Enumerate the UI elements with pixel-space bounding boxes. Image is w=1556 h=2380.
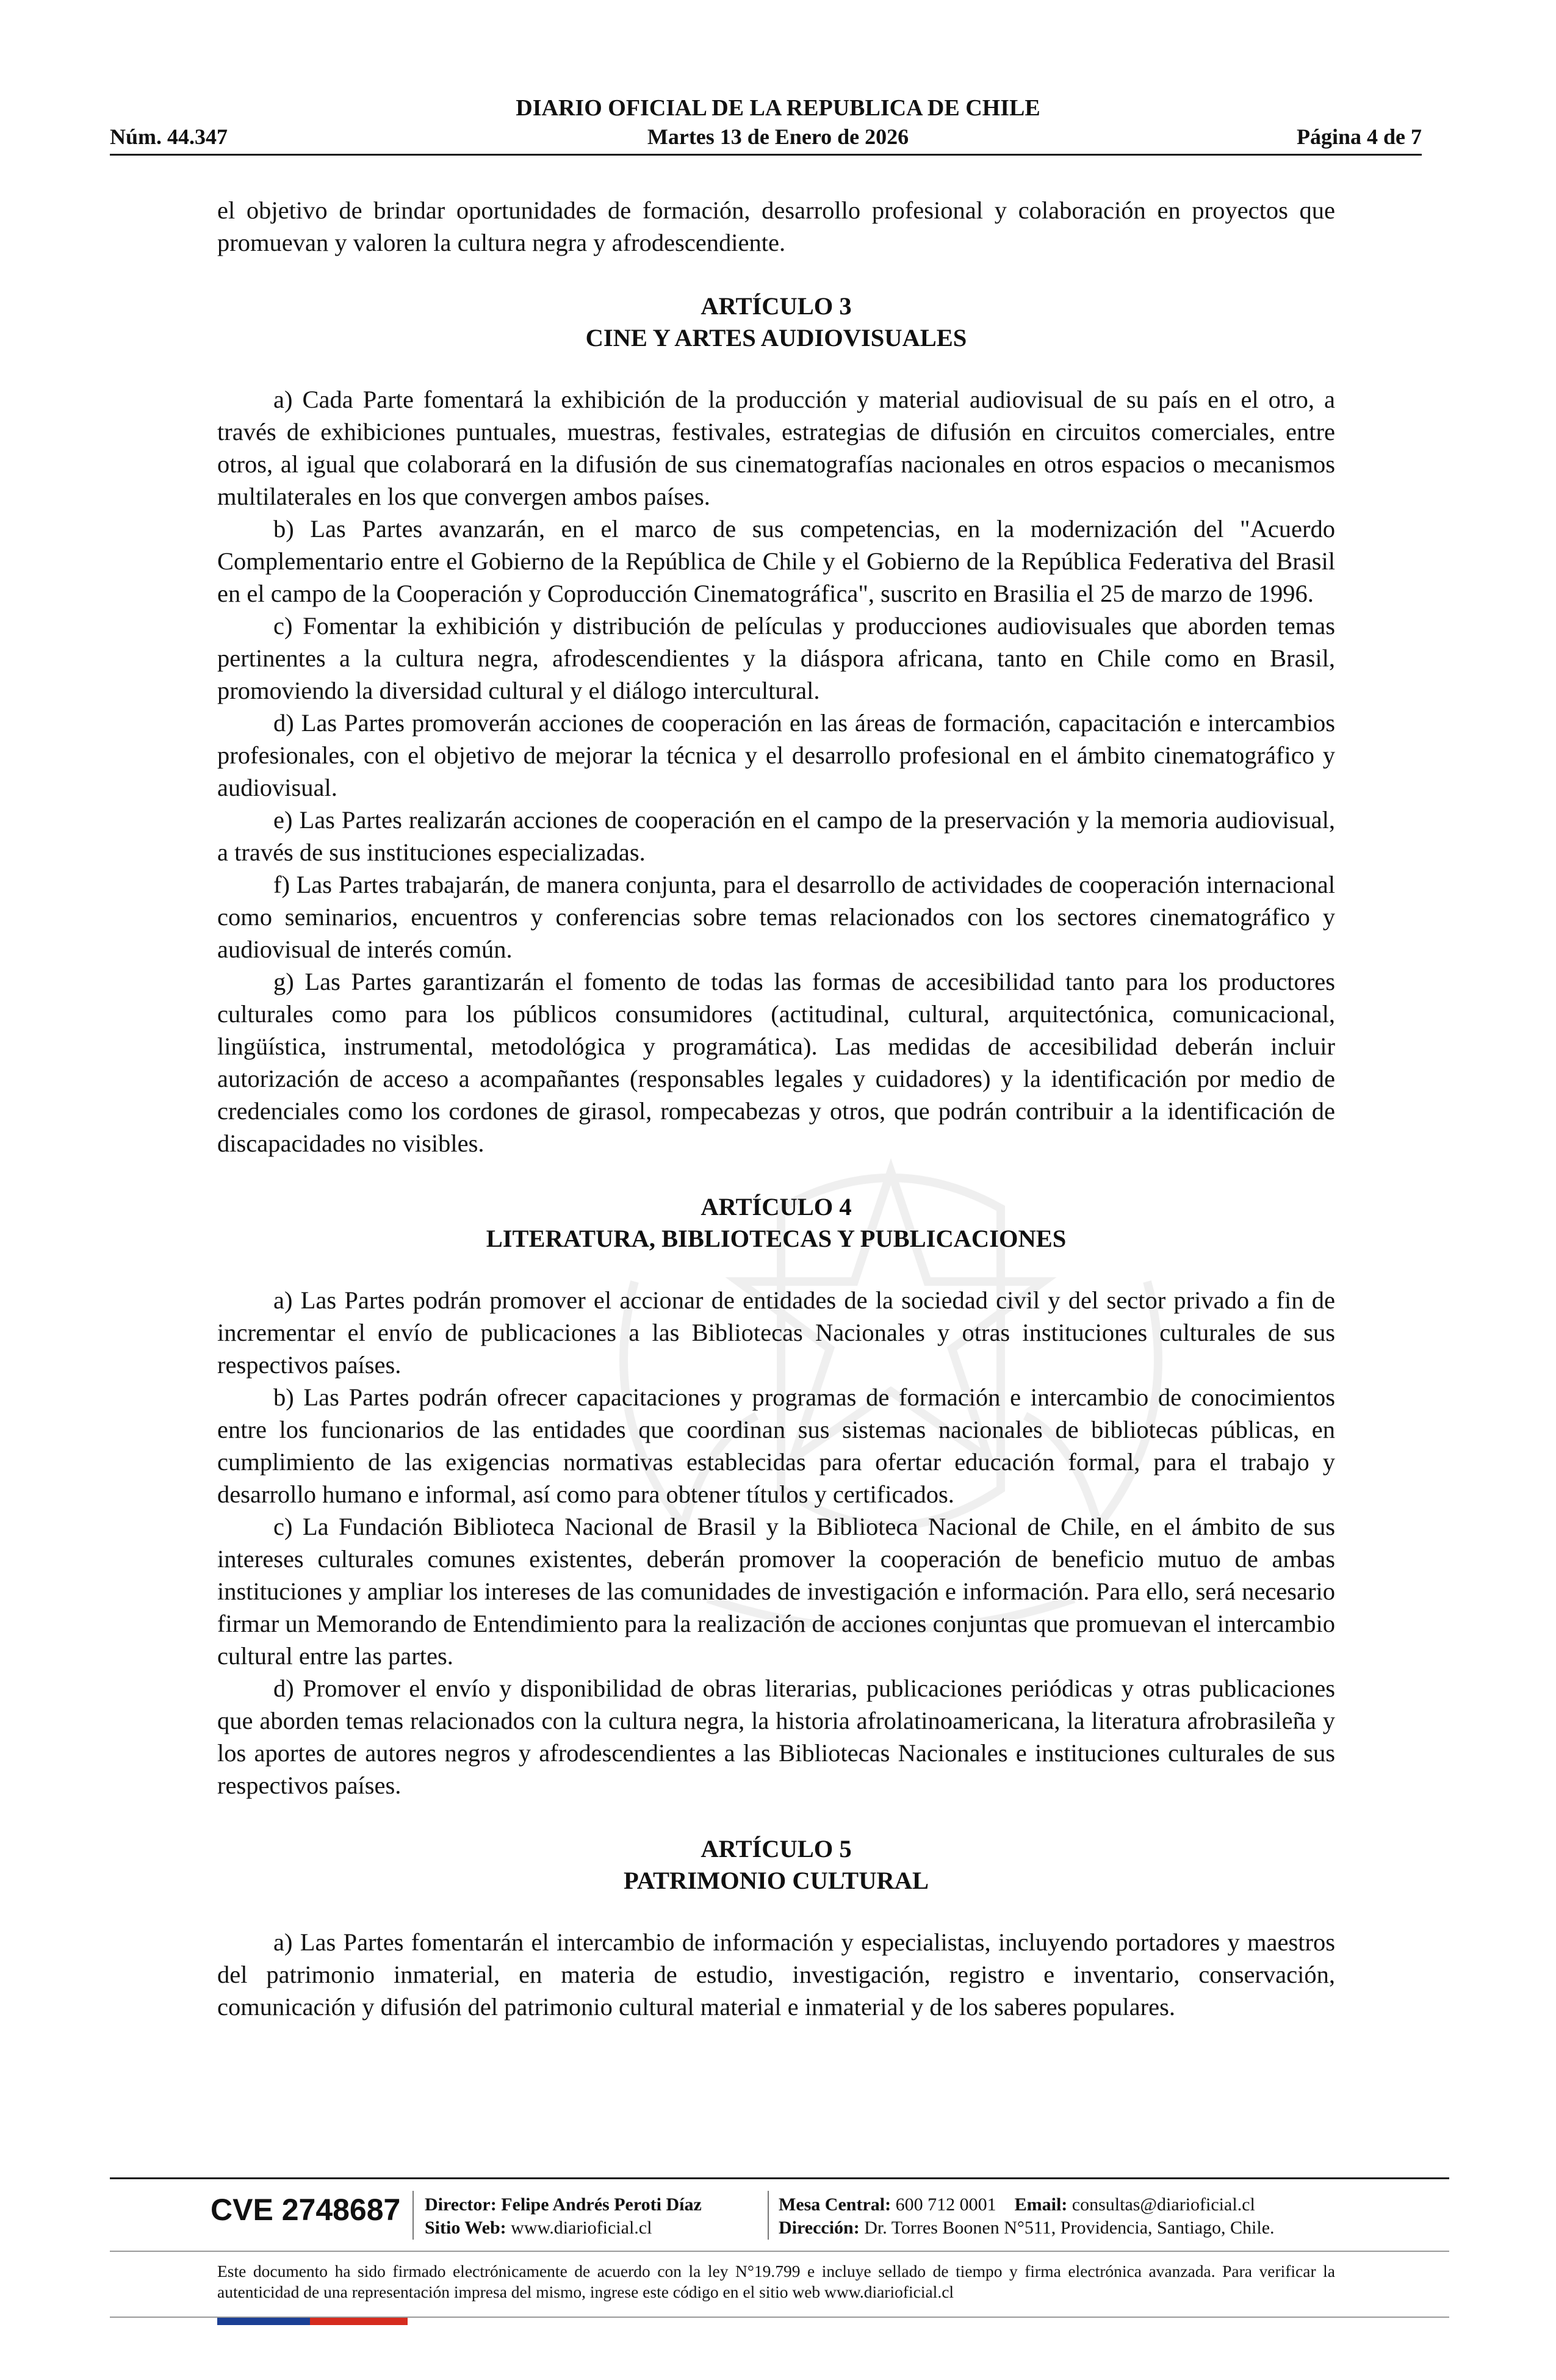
director-name: Felipe Andrés Peroti Díaz	[501, 2194, 702, 2215]
website-link[interactable]: www.diarioficial.cl	[511, 2218, 652, 2238]
gazette-title: DIARIO OFICIAL DE LA REPUBLICA DE CHILE	[516, 95, 1040, 121]
address-label: Dirección:	[779, 2218, 860, 2238]
article-5-paragraph-a: a) Las Partes fomentarán el intercambio de información y especialistas, incluyendo portadores y maestros del patrimonio inmaterial, en materia de estudio, investigación, registro e inventario, conservación, comunicación y difusión del patrimonio cultural material e inmaterial y de los saberes populares.	[217, 1928, 1335, 2021]
issue-number: Núm. 44.347	[110, 124, 228, 149]
director-label: Director:	[425, 2194, 497, 2215]
article-4-paragraph-c: c) La Fundación Biblioteca Nacional de Brasil y la Biblioteca Nacional de Chile, en el ámbito de sus intereses culturales comunes existentes, deberán promover la cooperación de beneficio mutuo de ambas instituciones y ampliar los intereses de las comunidades de investigación e información. Para ello, será necesario firmar un Memorando de Entendimiento para la realización de acciones conjuntas que promuevan el intercambio cultural entre las partes.	[217, 1513, 1335, 1670]
article-title: LITERATURA, BIBLIOTECAS Y PUBLICACIONES	[486, 1225, 1067, 1252]
header-divider	[110, 154, 1422, 156]
article-3-heading	[217, 290, 1335, 354]
article-5-heading	[217, 1833, 1335, 1897]
article-number: ARTÍCULO 3	[701, 292, 852, 320]
footer-column-separator	[768, 2191, 769, 2240]
article-3-paragraph-f: f) Las Partes trabajarán, de manera conjunta, para el desarrollo de actividades de cooperación internacional como seminarios, encuentros y conferencias sobre temas relacionados con los sectores cinematográfico y audiovisual de interés común.	[217, 871, 1335, 963]
footer-contact-block	[779, 2193, 1275, 2240]
article-3-paragraph-d: d) Las Partes promoverán acciones de cooperación en las áreas de formación, capacitación e intercambios profesionales, con el objetivo de mejorar la técnica y el desarrollo profesional en el ámbito cinematográfico y audiovisual.	[217, 709, 1335, 801]
article-3-paragraph-c: c) Fomentar la exhibición y distribución de películas y producciones audiovisuales que aborden temas pertinentes a la cultura negra, afrodescendientes y la diáspora africana, tanto en Chile como en Brasil, promoviendo la diversidad cultural y el diálogo intercultural.	[217, 612, 1335, 704]
phone-number: 600 712 0001	[895, 2194, 996, 2215]
article-3-paragraph-g: g) Las Partes garantizarán el fomento de todas las formas de accesibilidad tanto para los productores culturales como para los públicos consumidores (actitudinal, cultural, arquitectónica, comunicacional, lingüística, instrumental, metodológica y programática). Las medidas de accesibilidad deberán incluir autorización de acceso a acompañantes (responsables legales y cuidadores) y la identificación por medio de credenciales como los cordones de girasol, rompecabezas y otros, que podrán contribuir a la identificación de discapacidades no visibles.	[217, 968, 1335, 1157]
article-4-paragraph-d: d) Promover el envío y disponibilidad de obras literarias, publicaciones periódicas y otras publicaciones que aborden temas relacionados con la cultura negra, la historia afrolatinoamericana, la literatura afrobrasileña y los aportes de autores negros y afrodescendientes a las Bibliotecas Nacionales e instituciones culturales de sus respectivos países.	[217, 1675, 1335, 1799]
phone-label: Mesa Central:	[779, 2194, 891, 2215]
footer-divider-middle	[110, 2251, 1449, 2252]
legal-notice: Este documento ha sido firmado electrónicamente de acuerdo con la ley N°19.799 e incluye sellado de tiempo y firma electrónica avanzada. Para verificar la autenticidad de una representación impresa del mismo, ingrese este código en el sitio web www.diarioficial.cl	[217, 2262, 1335, 2301]
footer-director-block	[425, 2193, 702, 2240]
email-label: Email:	[1014, 2194, 1068, 2215]
cve-code: CVE 2748687	[211, 2193, 401, 2227]
article-4-paragraph-a: a) Las Partes podrán promover el accionar de entidades de la sociedad civil y del sector privado a fin de incrementar el envío de publicaciones a las Bibliotecas Nacionales y otras instituciones culturales de sus respectivos países.	[217, 1286, 1335, 1379]
page-indicator: Página 4 de 7	[1296, 124, 1422, 149]
article-3-paragraph-a: a) Cada Parte fomentará la exhibición de la producción y material audiovisual de su país en el otro, a través de exhibiciones puntuales, muestras, festivales, estrategias de difusión en circuitos comerciales, entre otros, al igual que colaborará en la difusión de sus cinematografías nacionales en otros espacios o mecanismos multilaterales en los que convergen ambos países.	[217, 386, 1335, 510]
document-body	[217, 194, 1335, 2023]
footer-column-separator	[412, 2191, 414, 2240]
article-title: PATRIMONIO CULTURAL	[624, 1867, 929, 1894]
intro-paragraph: el objetivo de brindar oportunidades de formación, desarrollo profesional y colaboración en proyectos que promuevan y valoren la cultura negra y afrodescendiente.	[217, 197, 1335, 256]
article-4-heading	[217, 1191, 1335, 1255]
article-3-paragraph-e: e) Las Partes realizarán acciones de cooperación en el campo de la preservación y la memoria audiovisual, a través de sus instituciones especializadas.	[217, 806, 1335, 866]
article-3-paragraph-b: b) Las Partes avanzarán, en el marco de sus competencias, en la modernización del "Acuerdo Complementario entre el Gobierno de la República de Chile y el Gobierno de la República Federativa del Brasil en el campo de la Cooperación y Coproducción Cinematográfica", suscrito en Brasilia el 25 de marzo de 1996.	[217, 515, 1335, 607]
article-title: CINE Y ARTES AUDIOVISUALES	[585, 324, 967, 352]
footer-divider-top	[110, 2177, 1449, 2179]
issue-date: Martes 13 de Enero de 2026	[647, 124, 909, 149]
article-number: ARTÍCULO 5	[701, 1835, 852, 1863]
website-label: Sitio Web:	[425, 2218, 506, 2238]
flag-stripe-blue	[217, 2318, 310, 2325]
article-number: ARTÍCULO 4	[701, 1193, 852, 1221]
article-4-paragraph-b: b) Las Partes podrán ofrecer capacitaciones y programas de formación e intercambio de conocimientos entre los funcionarios de las entidades que coordinan sus sistemas nacionales de bibliotecas públicas, en cumplimiento de las exigencias normativas establecidas para ofertar educación formal, para el trabajo y desarrollo humano e informal, así como para obtener títulos y certificados.	[217, 1383, 1335, 1508]
address-text: Dr. Torres Boonen N°511, Providencia, Santiago, Chile.	[864, 2218, 1275, 2238]
email-link[interactable]: consultas@diarioficial.cl	[1072, 2194, 1255, 2215]
flag-stripe-red	[310, 2318, 408, 2325]
